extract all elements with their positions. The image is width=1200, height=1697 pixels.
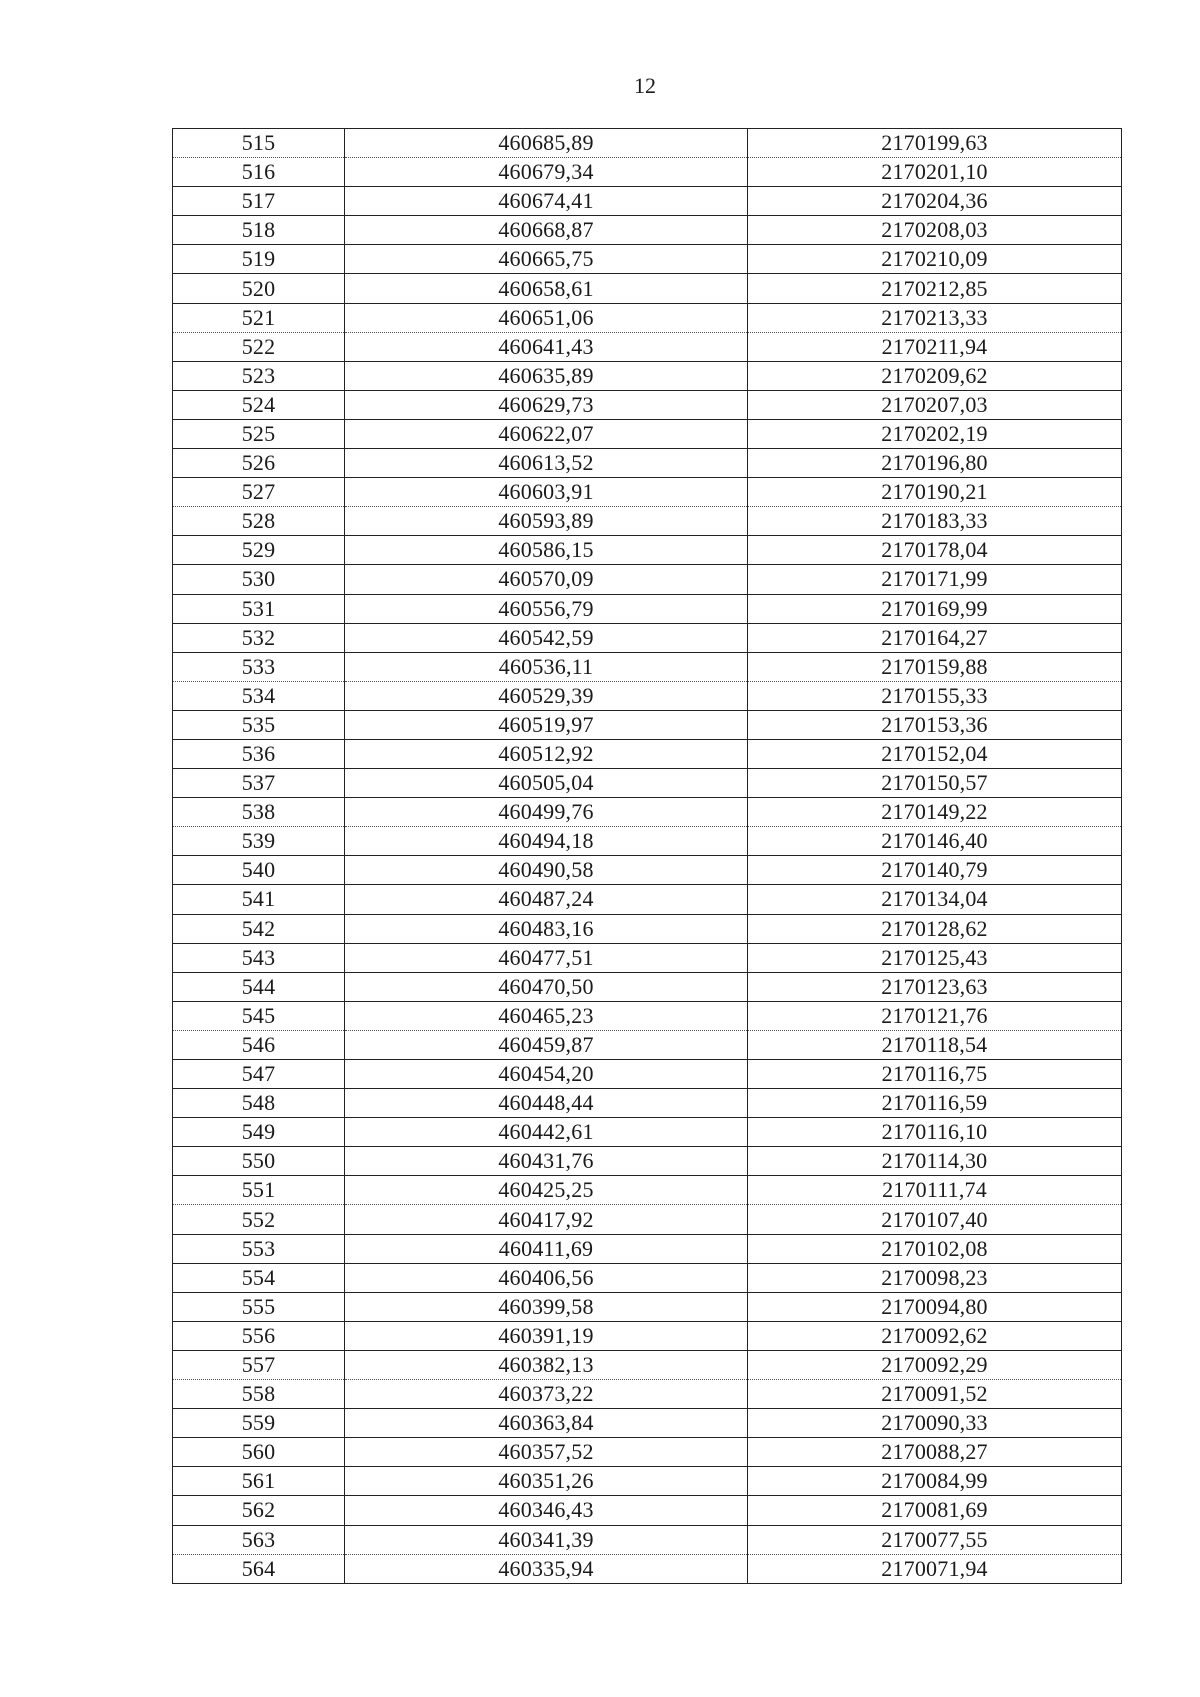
y-coordinate-cell: 2170094,80 — [748, 1292, 1122, 1321]
x-coordinate-cell: 460679,34 — [345, 158, 748, 187]
table-row — [173, 594, 1122, 623]
table-row — [173, 1030, 1122, 1059]
point-number-cell: 544 — [173, 972, 345, 1001]
table-row — [173, 798, 1122, 827]
coordinates-table-body — [173, 129, 1122, 1584]
x-coordinate-cell: 460570,09 — [345, 565, 748, 594]
table-row — [173, 1525, 1122, 1554]
y-coordinate-cell: 2170209,62 — [748, 361, 1122, 390]
y-coordinate-cell: 2170118,54 — [748, 1030, 1122, 1059]
x-coordinate-cell: 460665,75 — [345, 245, 748, 274]
y-coordinate-cell: 2170196,80 — [748, 449, 1122, 478]
y-coordinate-cell: 2170091,52 — [748, 1380, 1122, 1409]
table-row — [173, 885, 1122, 914]
point-number-cell: 560 — [173, 1438, 345, 1467]
point-number-cell: 551 — [173, 1176, 345, 1205]
table-row — [173, 652, 1122, 681]
y-coordinate-cell: 2170123,63 — [748, 972, 1122, 1001]
x-coordinate-cell: 460529,39 — [345, 681, 748, 710]
y-coordinate-cell: 2170204,36 — [748, 187, 1122, 216]
point-number-cell: 546 — [173, 1030, 345, 1059]
y-coordinate-cell: 2170208,03 — [748, 216, 1122, 245]
point-number-cell: 548 — [173, 1089, 345, 1118]
x-coordinate-cell: 460431,76 — [345, 1147, 748, 1176]
table-row — [173, 710, 1122, 739]
x-coordinate-cell: 460391,19 — [345, 1321, 748, 1350]
point-number-cell: 559 — [173, 1409, 345, 1438]
x-coordinate-cell: 460417,92 — [345, 1205, 748, 1234]
x-coordinate-cell: 460483,16 — [345, 914, 748, 943]
x-coordinate-cell: 460499,76 — [345, 798, 748, 827]
y-coordinate-cell: 2170088,27 — [748, 1438, 1122, 1467]
x-coordinate-cell: 460425,25 — [345, 1176, 748, 1205]
point-number-cell: 523 — [173, 361, 345, 390]
point-number-cell: 564 — [173, 1554, 345, 1583]
y-coordinate-cell: 2170202,19 — [748, 419, 1122, 448]
table-row — [173, 739, 1122, 768]
point-number-cell: 530 — [173, 565, 345, 594]
table-row — [173, 914, 1122, 943]
table-row — [173, 1467, 1122, 1496]
y-coordinate-cell: 2170121,76 — [748, 1001, 1122, 1030]
table-row — [173, 1147, 1122, 1176]
point-number-cell: 540 — [173, 856, 345, 885]
x-coordinate-cell: 460470,50 — [345, 972, 748, 1001]
y-coordinate-cell: 2170128,62 — [748, 914, 1122, 943]
y-coordinate-cell: 2170116,10 — [748, 1118, 1122, 1147]
table-row — [173, 303, 1122, 332]
x-coordinate-cell: 460658,61 — [345, 274, 748, 303]
point-number-cell: 515 — [173, 129, 345, 158]
point-number-cell: 557 — [173, 1350, 345, 1379]
y-coordinate-cell: 2170164,27 — [748, 623, 1122, 652]
x-coordinate-cell: 460346,43 — [345, 1496, 748, 1525]
y-coordinate-cell: 2170114,30 — [748, 1147, 1122, 1176]
table-row — [173, 769, 1122, 798]
y-coordinate-cell: 2170159,88 — [748, 652, 1122, 681]
table-row — [173, 1001, 1122, 1030]
point-number-cell: 539 — [173, 827, 345, 856]
y-coordinate-cell: 2170084,99 — [748, 1467, 1122, 1496]
y-coordinate-cell: 2170146,40 — [748, 827, 1122, 856]
table-row — [173, 1321, 1122, 1350]
point-number-cell: 522 — [173, 332, 345, 361]
point-number-cell: 535 — [173, 710, 345, 739]
table-row — [173, 827, 1122, 856]
point-number-cell: 521 — [173, 303, 345, 332]
y-coordinate-cell: 2170201,10 — [748, 158, 1122, 187]
table-row — [173, 1234, 1122, 1263]
x-coordinate-cell: 460454,20 — [345, 1060, 748, 1089]
table-row — [173, 187, 1122, 216]
table-row — [173, 856, 1122, 885]
point-number-cell: 555 — [173, 1292, 345, 1321]
table-row — [173, 623, 1122, 652]
x-coordinate-cell: 460406,56 — [345, 1263, 748, 1292]
point-number-cell: 534 — [173, 681, 345, 710]
point-number-cell: 525 — [173, 419, 345, 448]
table-row — [173, 943, 1122, 972]
y-coordinate-cell: 2170077,55 — [748, 1525, 1122, 1554]
point-number-cell: 562 — [173, 1496, 345, 1525]
table-row — [173, 1176, 1122, 1205]
table-row — [173, 1438, 1122, 1467]
y-coordinate-cell: 2170134,04 — [748, 885, 1122, 914]
y-coordinate-cell: 2170107,40 — [748, 1205, 1122, 1234]
x-coordinate-cell: 460674,41 — [345, 187, 748, 216]
coordinates-table — [172, 128, 1122, 1584]
x-coordinate-cell: 460363,84 — [345, 1409, 748, 1438]
point-number-cell: 532 — [173, 623, 345, 652]
x-coordinate-cell: 460519,97 — [345, 710, 748, 739]
y-coordinate-cell: 2170116,75 — [748, 1060, 1122, 1089]
point-number-cell: 533 — [173, 652, 345, 681]
point-number-cell: 549 — [173, 1118, 345, 1147]
y-coordinate-cell: 2170116,59 — [748, 1089, 1122, 1118]
point-number-cell: 547 — [173, 1060, 345, 1089]
x-coordinate-cell: 460603,91 — [345, 478, 748, 507]
y-coordinate-cell: 2170207,03 — [748, 390, 1122, 419]
table-row — [173, 332, 1122, 361]
table-row — [173, 507, 1122, 536]
table-row — [173, 1409, 1122, 1438]
x-coordinate-cell: 460556,79 — [345, 594, 748, 623]
x-coordinate-cell: 460465,23 — [345, 1001, 748, 1030]
table-row — [173, 419, 1122, 448]
y-coordinate-cell: 2170213,33 — [748, 303, 1122, 332]
y-coordinate-cell: 2170169,99 — [748, 594, 1122, 623]
x-coordinate-cell: 460490,58 — [345, 856, 748, 885]
x-coordinate-cell: 460505,04 — [345, 769, 748, 798]
point-number-cell: 520 — [173, 274, 345, 303]
x-coordinate-cell: 460512,92 — [345, 739, 748, 768]
table-row — [173, 1554, 1122, 1583]
x-coordinate-cell: 460635,89 — [345, 361, 748, 390]
x-coordinate-cell: 460494,18 — [345, 827, 748, 856]
y-coordinate-cell: 2170190,21 — [748, 478, 1122, 507]
table-row — [173, 1089, 1122, 1118]
x-coordinate-cell: 460542,59 — [345, 623, 748, 652]
x-coordinate-cell: 460382,13 — [345, 1350, 748, 1379]
table-row — [173, 681, 1122, 710]
point-number-cell: 558 — [173, 1380, 345, 1409]
point-number-cell: 527 — [173, 478, 345, 507]
table-row — [173, 449, 1122, 478]
y-coordinate-cell: 2170111,74 — [748, 1176, 1122, 1205]
point-number-cell: 528 — [173, 507, 345, 536]
point-number-cell: 517 — [173, 187, 345, 216]
table-row — [173, 361, 1122, 390]
y-coordinate-cell: 2170140,79 — [748, 856, 1122, 885]
x-coordinate-cell: 460586,15 — [345, 536, 748, 565]
x-coordinate-cell: 460357,52 — [345, 1438, 748, 1467]
y-coordinate-cell: 2170098,23 — [748, 1263, 1122, 1292]
point-number-cell: 552 — [173, 1205, 345, 1234]
point-number-cell: 537 — [173, 769, 345, 798]
y-coordinate-cell: 2170102,08 — [748, 1234, 1122, 1263]
y-coordinate-cell: 2170090,33 — [748, 1409, 1122, 1438]
point-number-cell: 516 — [173, 158, 345, 187]
x-coordinate-cell: 460668,87 — [345, 216, 748, 245]
y-coordinate-cell: 2170211,94 — [748, 332, 1122, 361]
y-coordinate-cell: 2170150,57 — [748, 769, 1122, 798]
page-number: 12 — [634, 73, 656, 98]
x-coordinate-cell: 460399,58 — [345, 1292, 748, 1321]
table-row — [173, 274, 1122, 303]
x-coordinate-cell: 460536,11 — [345, 652, 748, 681]
table-row — [173, 1292, 1122, 1321]
x-coordinate-cell: 460477,51 — [345, 943, 748, 972]
x-coordinate-cell: 460373,22 — [345, 1380, 748, 1409]
y-coordinate-cell: 2170081,69 — [748, 1496, 1122, 1525]
y-coordinate-cell: 2170092,62 — [748, 1321, 1122, 1350]
y-coordinate-cell: 2170152,04 — [748, 739, 1122, 768]
point-number-cell: 561 — [173, 1467, 345, 1496]
table-row — [173, 216, 1122, 245]
point-number-cell: 526 — [173, 449, 345, 478]
point-number-cell: 563 — [173, 1525, 345, 1554]
table-row — [173, 1496, 1122, 1525]
point-number-cell: 554 — [173, 1263, 345, 1292]
table-row — [173, 1380, 1122, 1409]
y-coordinate-cell: 2170212,85 — [748, 274, 1122, 303]
point-number-cell: 542 — [173, 914, 345, 943]
point-number-cell: 545 — [173, 1001, 345, 1030]
x-coordinate-cell: 460442,61 — [345, 1118, 748, 1147]
x-coordinate-cell: 460341,39 — [345, 1525, 748, 1554]
point-number-cell: 538 — [173, 798, 345, 827]
x-coordinate-cell: 460593,89 — [345, 507, 748, 536]
table-row — [173, 129, 1122, 158]
point-number-cell: 524 — [173, 390, 345, 419]
y-coordinate-cell: 2170199,63 — [748, 129, 1122, 158]
point-number-cell: 518 — [173, 216, 345, 245]
point-number-cell: 529 — [173, 536, 345, 565]
point-number-cell: 519 — [173, 245, 345, 274]
point-number-cell: 556 — [173, 1321, 345, 1350]
y-coordinate-cell: 2170178,04 — [748, 536, 1122, 565]
table-row — [173, 1118, 1122, 1147]
y-coordinate-cell: 2170183,33 — [748, 507, 1122, 536]
y-coordinate-cell: 2170153,36 — [748, 710, 1122, 739]
table-row — [173, 158, 1122, 187]
x-coordinate-cell: 460459,87 — [345, 1030, 748, 1059]
x-coordinate-cell: 460629,73 — [345, 390, 748, 419]
x-coordinate-cell: 460641,43 — [345, 332, 748, 361]
x-coordinate-cell: 460411,69 — [345, 1234, 748, 1263]
x-coordinate-cell: 460685,89 — [345, 129, 748, 158]
x-coordinate-cell: 460335,94 — [345, 1554, 748, 1583]
table-row — [173, 1060, 1122, 1089]
y-coordinate-cell: 2170155,33 — [748, 681, 1122, 710]
y-coordinate-cell: 2170125,43 — [748, 943, 1122, 972]
x-coordinate-cell: 460622,07 — [345, 419, 748, 448]
table-row — [173, 972, 1122, 1001]
point-number-cell: 536 — [173, 739, 345, 768]
table-row — [173, 245, 1122, 274]
point-number-cell: 541 — [173, 885, 345, 914]
point-number-cell: 543 — [173, 943, 345, 972]
x-coordinate-cell: 460351,26 — [345, 1467, 748, 1496]
x-coordinate-cell: 460613,52 — [345, 449, 748, 478]
table-row — [173, 1350, 1122, 1379]
table-row — [173, 1205, 1122, 1234]
x-coordinate-cell: 460448,44 — [345, 1089, 748, 1118]
x-coordinate-cell: 460487,24 — [345, 885, 748, 914]
y-coordinate-cell: 2170210,09 — [748, 245, 1122, 274]
y-coordinate-cell: 2170071,94 — [748, 1554, 1122, 1583]
y-coordinate-cell: 2170149,22 — [748, 798, 1122, 827]
table-row — [173, 390, 1122, 419]
y-coordinate-cell: 2170171,99 — [748, 565, 1122, 594]
table-row — [173, 536, 1122, 565]
point-number-cell: 531 — [173, 594, 345, 623]
point-number-cell: 550 — [173, 1147, 345, 1176]
table-row — [173, 565, 1122, 594]
x-coordinate-cell: 460651,06 — [345, 303, 748, 332]
y-coordinate-cell: 2170092,29 — [748, 1350, 1122, 1379]
point-number-cell: 553 — [173, 1234, 345, 1263]
table-row — [173, 1263, 1122, 1292]
table-row — [173, 478, 1122, 507]
